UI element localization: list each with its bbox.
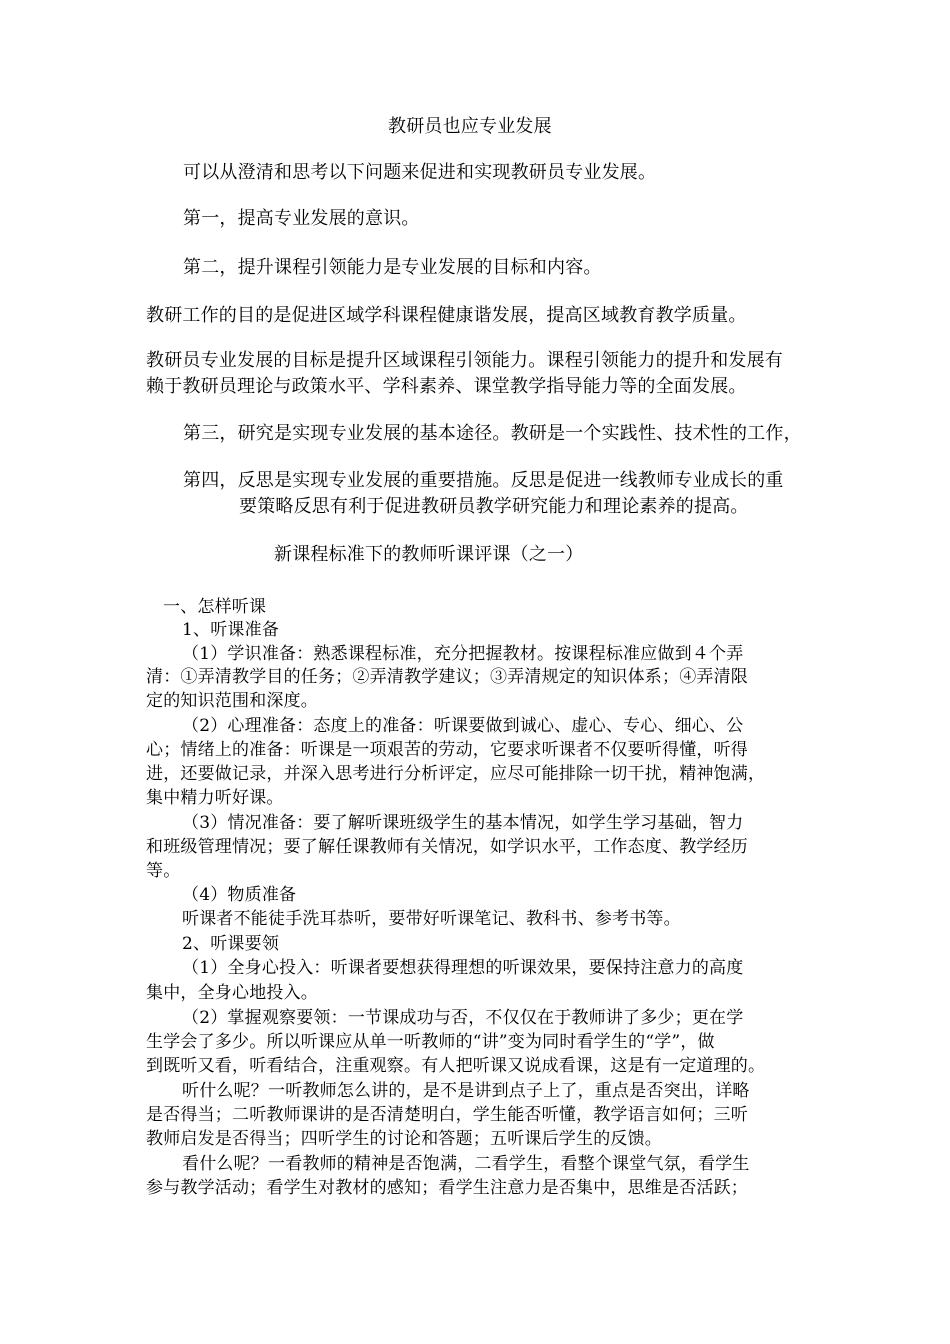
listen-what-line-3: 教师启发是否得当；四听学生的讨论和答题；五听课后学生的反馈。 xyxy=(146,1129,662,1149)
paragraph-4-line-1: 教研员专业发展的目标是提升区域课程引领能力。课程引领能力的提升和发展有 xyxy=(146,350,783,371)
essential-2-line-3: 到既听又看，听看结合，注重观察。有人把听课又说成看课，这是有一定道理的。 xyxy=(146,1056,766,1076)
paragraph-4-line-2: 赖于教研员理论与政策水平、学科素养、课堂教学指导能力等的全面发展。 xyxy=(146,376,747,397)
essential-1-line-1: （1）全身心投入：听课者要想获得理想的听课效果，要保持注意力的高度 xyxy=(182,958,744,978)
prep-1-line-3: 定的知识范围和深度。 xyxy=(146,691,318,711)
prep-1-line-2: 清：①弄清教学目的任务；②弄清教学建议；③弄清规定的知识体系；④弄清限 xyxy=(146,667,748,687)
point-4-line-2: 要策略反思有利于促进教研员教学研究能力和理论素养的提高。 xyxy=(239,496,749,517)
see-what-line-2: 参与教学活动；看学生对教材的感知；看学生注意力是否集中，思维是否活跃； xyxy=(146,1178,748,1198)
prep-2-line-4: 集中精力听好课。 xyxy=(146,788,284,808)
essential-2-line-1: （2）掌握观察要领：一节课成功与否，不仅仅在于教师讲了多少；更在学 xyxy=(182,1008,744,1028)
heading-preparation: 1、听课准备 xyxy=(182,620,280,640)
prep-3-line-3: 等。 xyxy=(146,861,181,881)
listen-what-line-1: 听什么呢？一听教师怎么讲的，是不是讲到点子上了，重点是否突出，详略 xyxy=(182,1081,750,1101)
paragraph-3: 教研工作的目的是促进区域学科课程健康谐发展，提高区域教育教学质量。 xyxy=(146,305,747,326)
prep-3-line-1: （3）情况准备：要了解听课班级学生的基本情况，如学生学习基础，智力 xyxy=(182,813,744,833)
see-what-line-1: 看什么呢？一看教师的精神是否饱满，二看学生，看整个课堂气氛，看学生 xyxy=(182,1154,750,1174)
prep-4-text: 听课者不能徒手洗耳恭听，要带好听课笔记、教科书、参考书等。 xyxy=(182,909,681,929)
intro-paragraph: 可以从澄清和思考以下问题来促进和实现教研员专业发展。 xyxy=(183,162,657,183)
prep-2-line-3: 进，还要做记录，并深入思考进行分析评定，应尽可能排除一切干扰，精神饱满， xyxy=(146,764,766,784)
prep-4: （4）物质准备 xyxy=(182,885,297,905)
prep-1-line-1: （1）学识准备：熟悉课程标准，充分把握教材。按课程标准应做到４个弄 xyxy=(182,644,744,664)
heading-essentials: 2、听课要领 xyxy=(182,934,280,954)
listen-what-line-2: 是否得当；二听教师课讲的是否清楚明白，学生能否听懂，教学语言如何；三听 xyxy=(146,1105,748,1125)
prep-2-line-1: （2）心理准备：态度上的准备：听课要做到诚心、虚心、专心、细心、公 xyxy=(182,716,744,736)
point-3: 第三，研究是实现专业发展的基本途径。教研是一个实践性、技术性的工作， xyxy=(183,423,802,444)
prep-2-line-2: 心；情绪上的准备：听课是一项艰苦的劳动，它要求听课者不仅要听得懂，听得 xyxy=(146,740,748,760)
point-1: 第一，提高专业发展的意识。 xyxy=(183,208,420,229)
essential-1-line-2: 集中，全身心地投入。 xyxy=(146,983,318,1003)
article-title-1: 教研员也应专业发展 xyxy=(388,116,552,137)
essential-2-line-2: 生学会了多少。所以听课应从单一听教师的“讲”变为同时看学生的“学”，做 xyxy=(146,1032,715,1052)
point-2: 第二，提升课程引领能力是专业发展的目标和内容。 xyxy=(183,257,602,278)
point-4-line-1: 第四，反思是实现专业发展的重要措施。反思是促进一线教师专业成长的重 xyxy=(183,470,784,491)
prep-3-line-2: 和班级管理情况；要了解任课教师有关情况，如学识水平，工作态度、教学经历 xyxy=(146,837,748,857)
article-title-2: 新课程标准下的教师听课评课（之一） xyxy=(274,544,584,565)
heading-how-to-listen: 一、怎样听课 xyxy=(163,597,267,617)
